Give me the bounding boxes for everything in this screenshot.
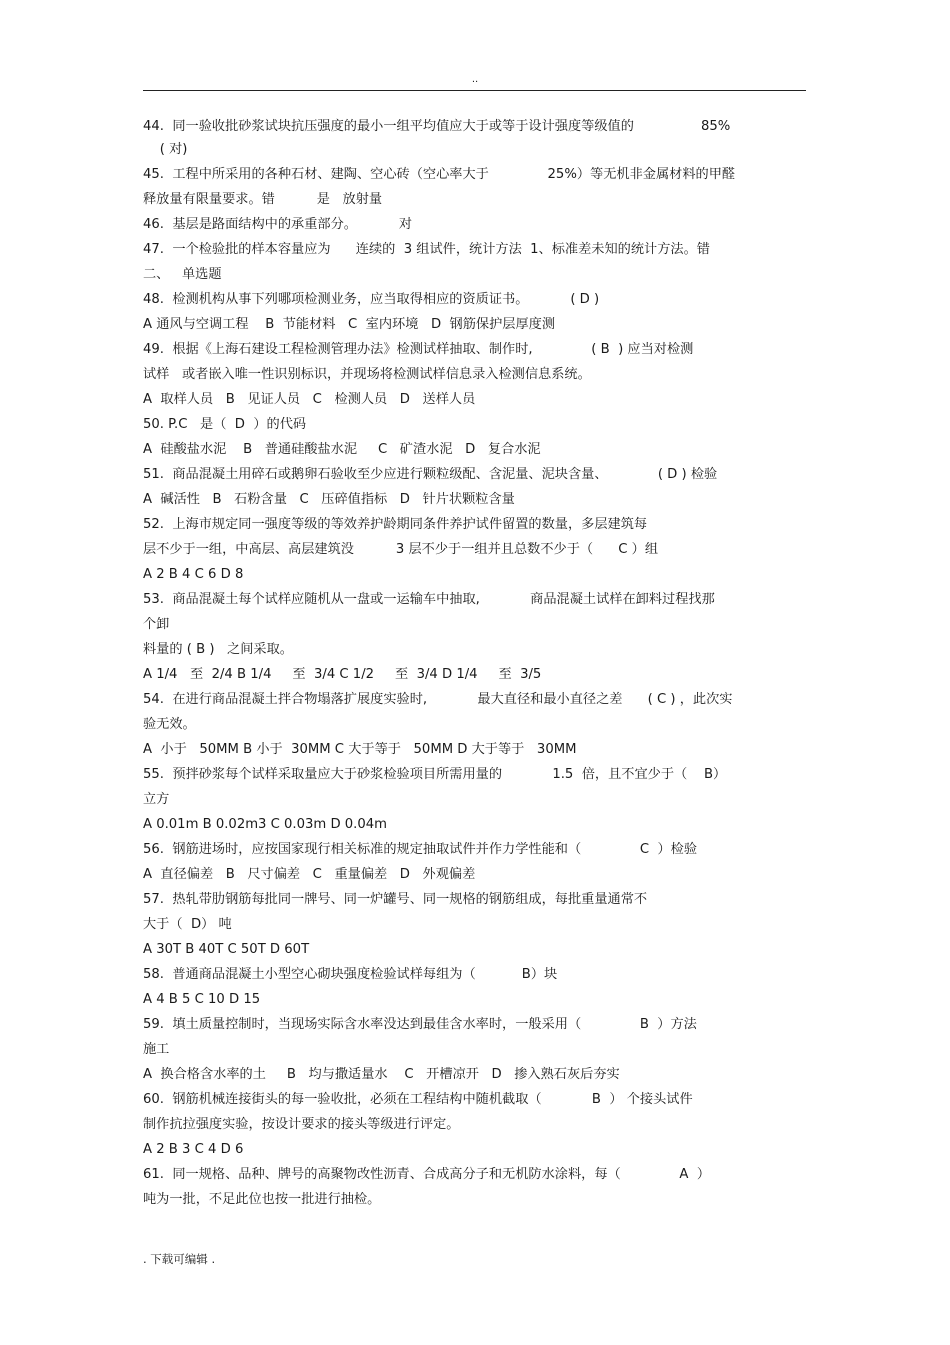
text-line: A 2 B 4 C 6 D 8 bbox=[143, 567, 244, 582]
text-line: 45. 工程中所采用的各种石材、建陶、空心砖（空心率大于 25%）等无机非金属材料的甲醛 bbox=[143, 167, 736, 182]
text-line: 制作抗拉强度实验，按设计要求的接头等级进行评定。 bbox=[143, 1117, 460, 1132]
text-line: 60. 钢筋机械连接街头的每一验收批，必须在工程结构中随机截取（ B ） 个接头试件 bbox=[143, 1092, 693, 1107]
text-line: 61. 同一规格、品种、牌号的高聚物改性沥青、合成高分子和无机防水涂料，每（ A ） bbox=[143, 1167, 711, 1182]
text-line: A 小于 50MM B 小于 30MM C 大于等于 50MM D 大于等于 30MM bbox=[143, 742, 577, 757]
text-line: A 直径偏差 B 尺寸偏差 C 重量偏差 D 外观偏差 bbox=[143, 867, 476, 882]
text-line: 46. 基层是路面结构中的承重部分。 对 bbox=[143, 217, 413, 232]
text-line: A 0.01m B 0.02m3 C 0.03m D 0.04m bbox=[143, 817, 388, 832]
text-line: 50. P.C 是（ D ）的代码 bbox=[143, 417, 307, 432]
text-line: 个卸 bbox=[143, 617, 170, 632]
text-line: 验无效。 bbox=[143, 717, 196, 732]
text-line: A 硅酸盐水泥 B 普通硅酸盐水泥 C 矿渣水泥 D 复合水泥 bbox=[143, 442, 541, 457]
text-line: 48. 检测机构从事下列哪项检测业务，应当取得相应的资质证书。 ( D ) bbox=[143, 292, 600, 307]
text-line: 施工 bbox=[143, 1042, 170, 1057]
text-line: 57. 热轧带肋钢筋每批同一牌号、同一炉罐号、同一规格的钢筋组成，每批重量通常不 bbox=[143, 892, 648, 907]
text-line: 47. 一个检验批的样本容量应为 连续的 3 组试件，统计方法 1、标准差未知的统计方法。错 bbox=[143, 242, 710, 257]
header-rule bbox=[143, 90, 806, 91]
header-mark: .. bbox=[471, 74, 479, 85]
text-line: A 1/4 至 2/4 B 1/4 至 3/4 C 1/2 至 3/4 D 1/4 至 3/5 bbox=[143, 667, 542, 682]
text-line: A 2 B 3 C 4 D 6 bbox=[143, 1142, 244, 1157]
text-line: 54. 在进行商品混凝土拌合物塌落扩展度实验时, 最大直径和最小直径之差 ( C ) ，此次实 bbox=[143, 692, 733, 707]
text-line: 59. 填土质量控制时，当现场实际含水率没达到最佳含水率时，一般采用（ B ）方法 bbox=[143, 1017, 697, 1032]
text-line: 层不少于一组，中高层、高层建筑没 3 层不少于一组并且总数不少于（ C ）组 bbox=[143, 542, 659, 557]
text-line: 料量的 ( B ) 之间采取。 bbox=[143, 642, 293, 657]
text-line: A 换合格含水率的土 B 均与撒适量水 C 开槽凉开 D 掺入熟石灰后夯实 bbox=[143, 1067, 620, 1082]
text-line: 51. 商品混凝土用碎石或鹅卵石验收至少应进行颗粒级配、含泥量、泥块含量、 ( D ) 检验 bbox=[143, 467, 718, 482]
section-heading: 二、 单选题 bbox=[143, 267, 222, 282]
text-line: 大于（ D） 吨 bbox=[143, 917, 232, 932]
document-body bbox=[143, 116, 808, 1212]
footer-note: . 下载可编辑 . bbox=[143, 1252, 216, 1266]
text-line: 56. 钢筋进场时，应按国家现行相关标准的规定抽取试件并作力学性能和（ C ）检验 bbox=[143, 842, 698, 857]
text-line: 立方 bbox=[143, 792, 170, 807]
text-line: A 30T B 40T C 50T D 60T bbox=[143, 942, 310, 957]
text-line: 试样 或者嵌入唯一性识别标识，并现场将检测试样信息录入检测信息系统。 bbox=[143, 367, 591, 382]
text-line: ( 对) bbox=[143, 142, 188, 157]
text-line: 44. 同一验收批砂浆试块抗压强度的最小一组平均值应大于或等于设计强度等级值的 85% bbox=[143, 119, 731, 134]
text-line: 吨为一批，不足此位也按一批进行抽检。 bbox=[143, 1192, 381, 1207]
text-line: 58. 普通商品混凝土小型空心砌块强度检验试样每组为（ B）块 bbox=[143, 967, 558, 982]
text-line: 52. 上海市规定同一强度等级的等效养护龄期同条件养护试件留置的数量，多层建筑每 bbox=[143, 517, 648, 532]
text-line: A 取样人员 B 见证人员 C 检测人员 D 送样人员 bbox=[143, 392, 476, 407]
text-line: 55. 预拌砂浆每个试样采取量应大于砂浆检验项目所需用量的 1.5 倍，且不宜少于（ B） bbox=[143, 767, 727, 782]
text-line: A 4 B 5 C 10 D 15 bbox=[143, 992, 261, 1007]
text-line: A 通风与空调工程 B 节能材料 C 室内环境 D 钢筋保护层厚度测 bbox=[143, 317, 556, 332]
text-line: 释放量有限量要求。错 是 放射量 bbox=[143, 192, 383, 207]
text-line: A 碱活性 B 石粉含量 C 压碎值指标 D 针片状颗粒含量 bbox=[143, 492, 515, 507]
text-line: 49. 根据《上海石建设工程检测管理办法》检测试样抽取、制作时, ( B ) 应当对检测 bbox=[143, 342, 694, 357]
text-line: 53. 商品混凝土每个试样应随机从一盘或一运输车中抽取, 商品混凝土试样在卸料过程找那 bbox=[143, 592, 715, 607]
